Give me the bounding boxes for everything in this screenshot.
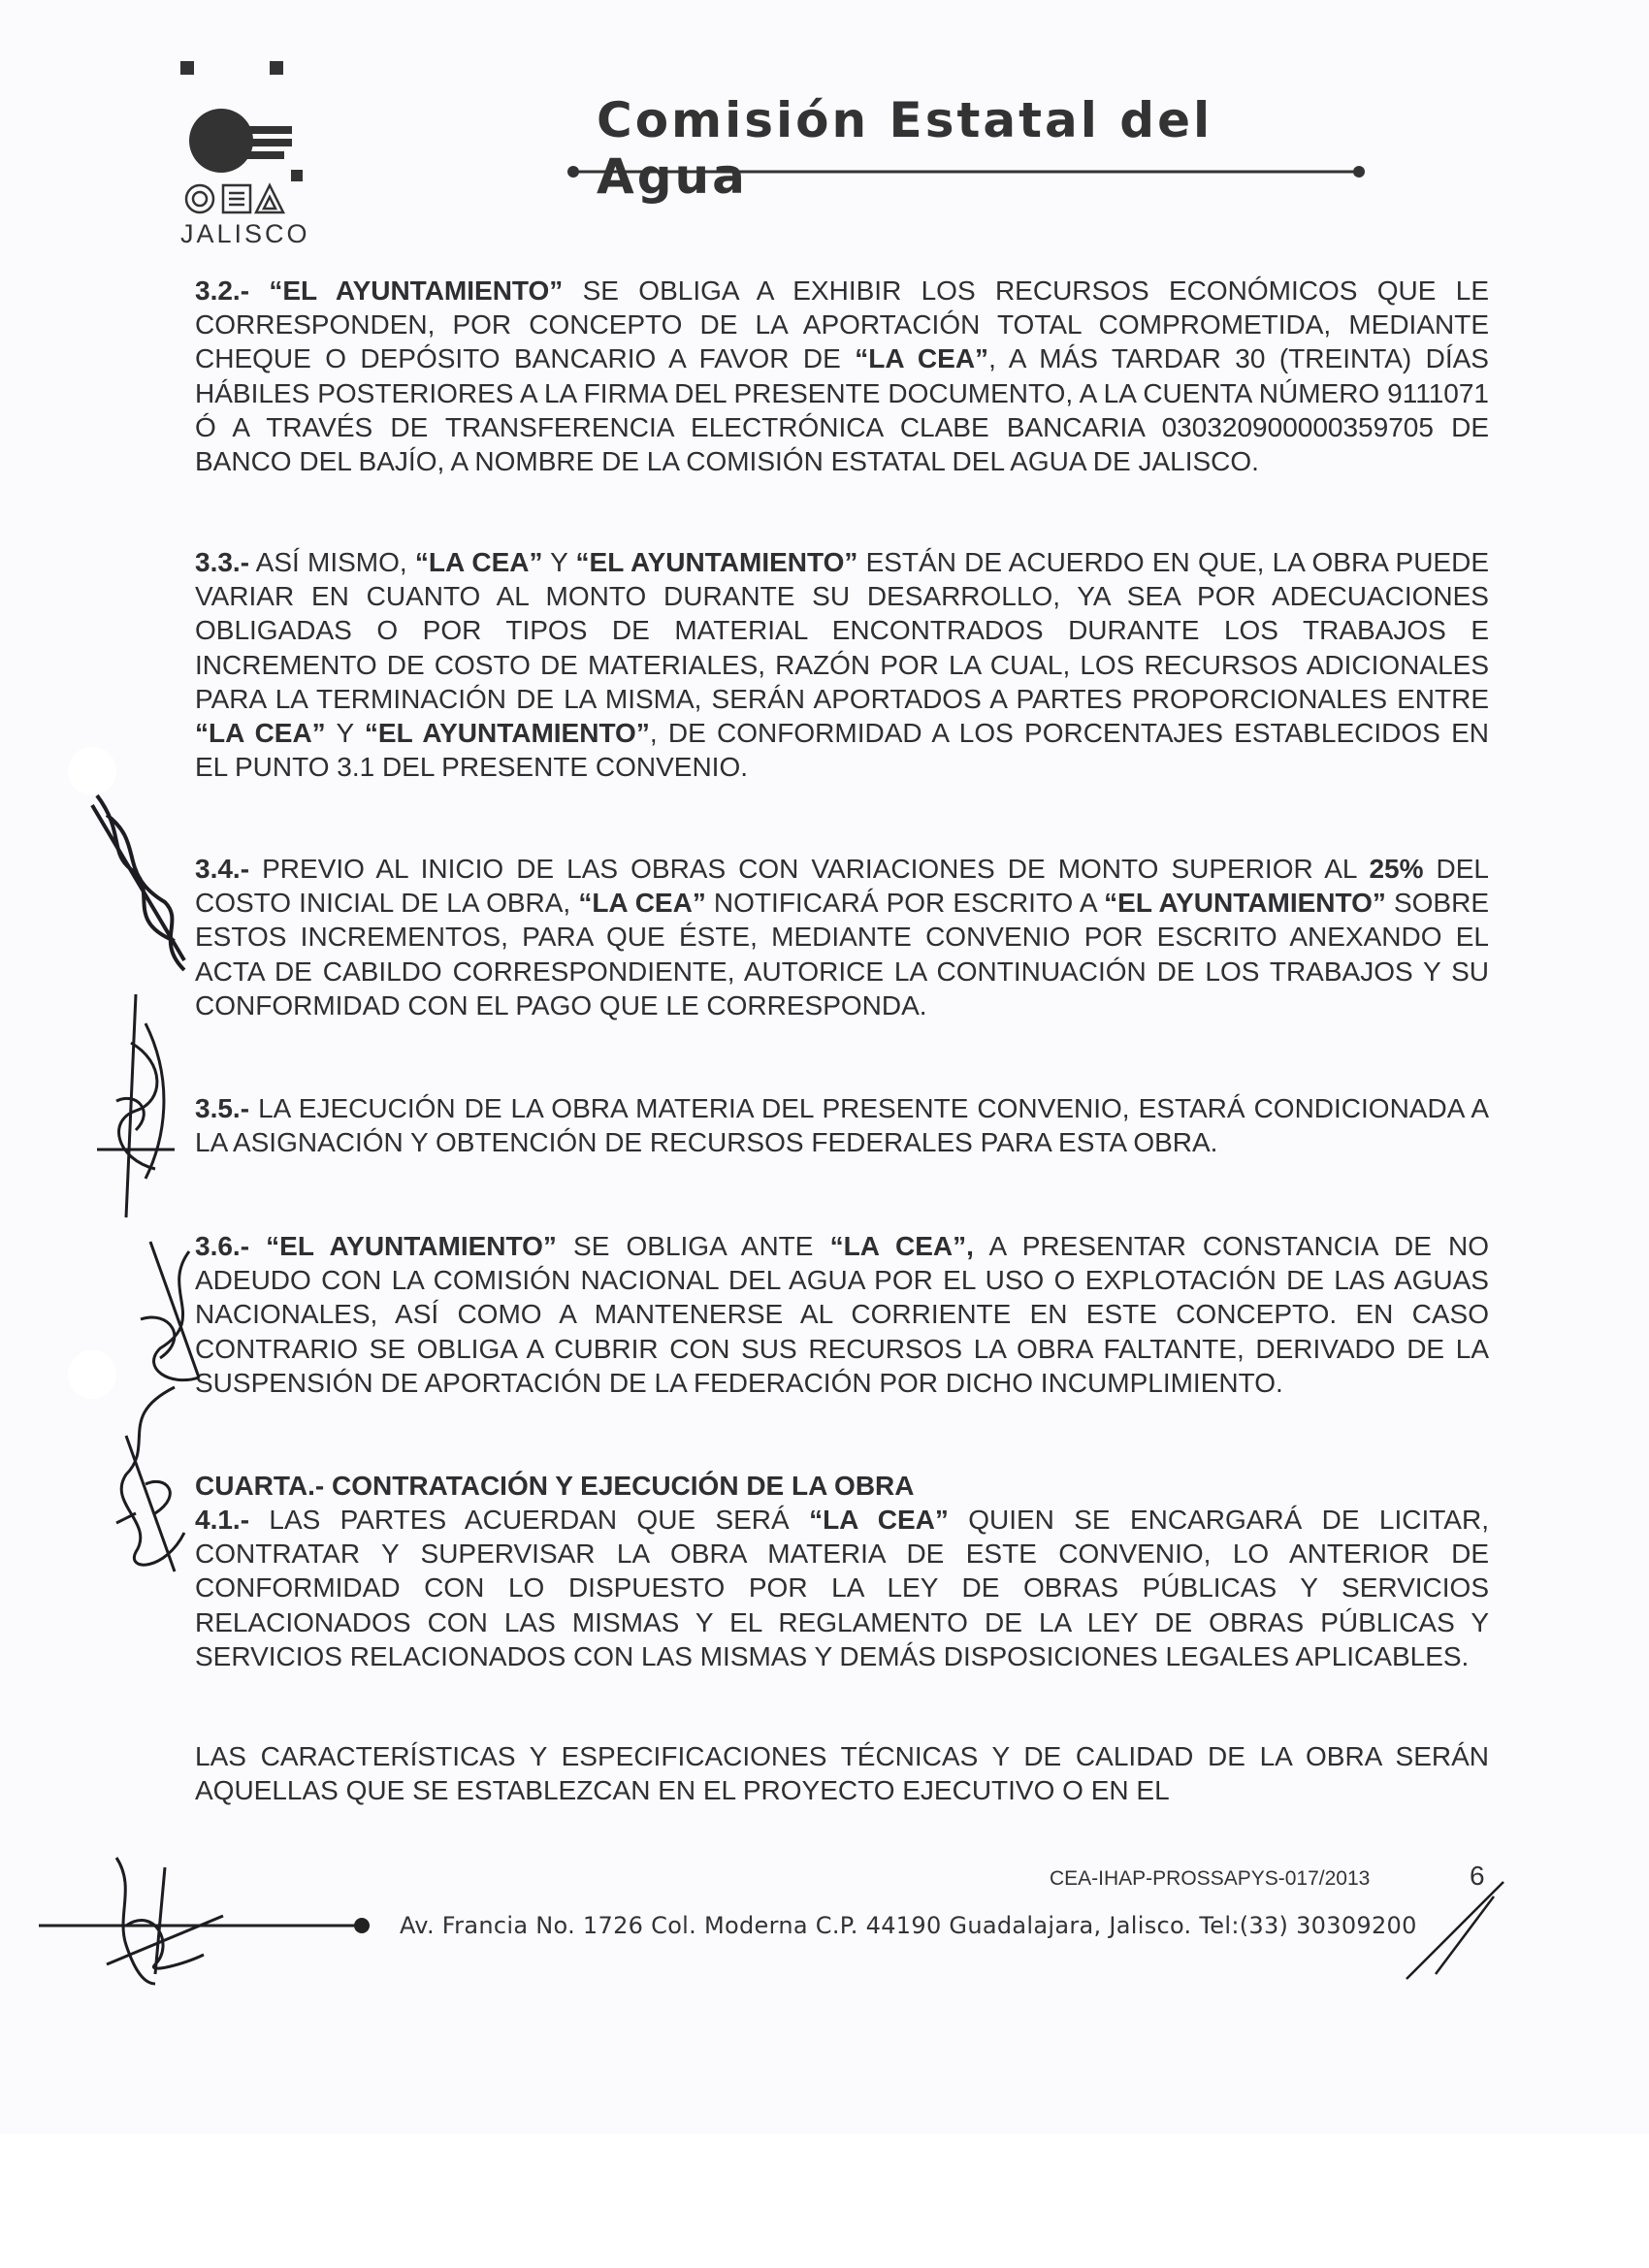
party-name: “LA CEA” [414, 547, 543, 577]
clause-text: LA EJECUCIÓN DE LA OBRA MATERIA DEL PRESENTE CONVENIO, ESTARÁ CONDICIONADA A LA ASIGNACIÓN Y OBTENCIÓN DE RECURSOS FEDERALES PARA ESTA OBRA. [195, 1093, 1489, 1158]
clause-text: ASÍ MISMO, [249, 547, 415, 577]
clause-number: 3.2.- [195, 275, 250, 306]
clause-3-2 [195, 274, 1489, 478]
cea-logo [173, 53, 328, 247]
party-name: “LA CEA” [809, 1505, 949, 1535]
document-reference: CEA-IHAP-PROSSAPYS-017/2013 [1050, 1867, 1371, 1890]
title-rule [566, 165, 1366, 178]
page-number: 6 [1470, 1861, 1485, 1891]
clause-text: NOTIFICARÁ POR ESCRITO A [705, 888, 1105, 919]
page-title: Comisión Estatal del Agua [597, 92, 1213, 205]
party-name: “LA CEA”, [829, 1231, 974, 1261]
clause-text: LAS PARTES ACUERDAN QUE SERÁ [249, 1505, 810, 1535]
clause-3-3 [195, 545, 1489, 784]
party-name: “EL AYUNTAMIENTO” [1104, 888, 1386, 919]
footer-address: Av. Francia No. 1726 Col. Moderna C.P. 44190 Guadalajara, Jalisco. Tel:(33) 30309200 [400, 1912, 1417, 1939]
party-name: “EL AYUNTAMIENTO” [266, 1231, 557, 1261]
scan-margin [0, 2134, 1649, 2268]
paragraph-specifications: LAS CARACTERÍSTICAS Y ESPECIFICACIONES TÉCNICAS Y DE CALIDAD DE LA OBRA SERÁN AQUELLAS QUE SE ESTABLEZCAN EN EL PROYECTO EJECUTIVO O EN EL [195, 1741, 1489, 1806]
clause-3-4 [195, 852, 1489, 1022]
party-name: “LA CEA” [195, 718, 326, 749]
clause-text: ESTÁN DE ACUERDO EN QUE, LA OBRA PUEDE VARIAR EN CUANTO AL MONTO DURANTE SU DESARROLLO, YA SEA POR ADECUACIONES OBLIGADAS O POR TIPOS DE MATERIAL ENCONTRADOS DURANTE LOS TRABAJOS E INCREMENTO DE COSTO DE MATERIALES, RAZÓN POR LA CUAL, LOS RECURSOS ADICIONALES PARA LA TERMINACIÓN DE LA MISMA, SERÁN APORTADOS A PARTES PROPORCIONALES ENTRE [195, 547, 1489, 714]
clause-text: , A MÁS TARDAR 30 (TREINTA) DÍAS HÁBILES POSTERIORES A LA FIRMA DEL PRESENTE DOCUMENTO, A LA CUENTA NÚMERO 9111071 Ó A TRAVÉS DE TRANSFERENCIA ELECTRÓNICA CLABE BANCARIA 030320900000359705 DE BANCO DEL BAJÍO, A NOMBRE DE LA COMISIÓN ESTATAL DEL AGUA DE JALISCO. [195, 343, 1489, 477]
clause-text: SE OBLIGA A EXHIBIR LOS RECURSOS ECONÓMICOS QUE LE CORRESPONDEN, POR CONCEPTO DE LA APORTACIÓN TOTAL COMPROMETIDA, MEDIANTE CHEQUE O DEPÓSITO BANCARIO A FAVOR DE [195, 275, 1489, 374]
clause-text: A PRESENTAR CONSTANCIA DE NO ADEUDO CON LA COMISIÓN NACIONAL DEL AGUA POR EL USO O EXPLOTACIÓN DE LAS AGUAS NACIONALES, ASÍ COMO A MANTENERSE AL CORRIENTE EN ESTE CONCEPTO. EN CASO CONTRARIO SE OBLIGA A CUBRIR CON SUS RECURSOS LA OBRA FALTANTE, DERIVADO DE LA SUSPENSIÓN DE APORTACIÓN DE LA FEDERACIÓN POR DICHO INCUMPLIMIENTO. [195, 1231, 1489, 1398]
clause-3-6 [195, 1229, 1489, 1400]
party-name: “LA CEA” [855, 343, 989, 374]
clause-text: Y [325, 718, 365, 749]
signature-3 [131, 1232, 218, 1397]
logo-subtitle: JALISCO [180, 219, 310, 248]
signature-2 [78, 985, 184, 1227]
clause-number: 4.1.- [195, 1505, 250, 1535]
initial-mark [1397, 1877, 1513, 1984]
party-name: “EL AYUNTAMIENTO” [364, 718, 650, 749]
clause-text: SE OBLIGA ANTE [556, 1231, 830, 1261]
party-name: “EL AYUNTAMIENTO” [575, 547, 858, 577]
clause-text: Y [542, 547, 576, 577]
clause-number: 3.4.- [195, 854, 250, 884]
clause-number: 3.3.- [195, 547, 250, 577]
section-heading-cuarta: CUARTA.- CONTRATACIÓN Y EJECUCIÓN DE LA OBRA [195, 1471, 915, 1501]
signature-5 [97, 1848, 233, 1993]
clause-number: 3.6.- [195, 1231, 250, 1261]
signature-4 [97, 1377, 204, 1581]
clause-text: DEL COSTO INICIAL DE LA OBRA, [195, 854, 1489, 919]
signature-1 [87, 786, 204, 980]
clause-number: 3.5.- [195, 1093, 250, 1123]
percentage: 25% [1369, 854, 1424, 884]
clause-text: PREVIO AL INICIO DE LAS OBRAS CON VARIACIONES DE MONTO SUPERIOR AL [249, 854, 1370, 884]
clause-text: QUIEN SE ENCARGARÁ DE LICITAR, CONTRATAR Y SUPERVISAR LA OBRA MATERIA DE ESTE CONVENIO, LO ANTERIOR DE CONFORMIDAD CON LO DISPUESTO POR LA LEY DE OBRAS PÚBLICAS Y SERVICIOS RELACIONADOS CON LAS MISMAS Y EL REGLAMENTO DE LA LEY DE OBRAS PÚBLICAS Y SERVICIOS RELACIONADOS CON LAS MISMAS Y DEMÁS DISPOSICIONES LEGALES APLICABLES. [195, 1505, 1489, 1671]
party-name: “EL AYUNTAMIENTO” [269, 275, 564, 306]
party-name: “LA CEA” [578, 888, 706, 919]
clause-text: , DE CONFORMIDAD A LOS PORCENTAJES ESTABLECIDOS EN EL PUNTO 3.1 DEL PRESENTE CONVENIO. [195, 718, 1490, 783]
clause-text: SOBRE ESTOS INCREMENTOS, PARA QUE ÉSTE, MEDIANTE CONVENIO POR ESCRITO ANEXANDO EL ACTA DE CABILDO CORRESPONDIENTE, AUTORICE LA CONTINUACIÓN DE LOS TRABAJOS Y SU CONFORMIDAD CON EL PAGO QUE LE CORRESPONDA. [195, 888, 1490, 1021]
clause-4-1 [195, 1503, 1489, 1673]
clause-3-5 [195, 1091, 1489, 1159]
